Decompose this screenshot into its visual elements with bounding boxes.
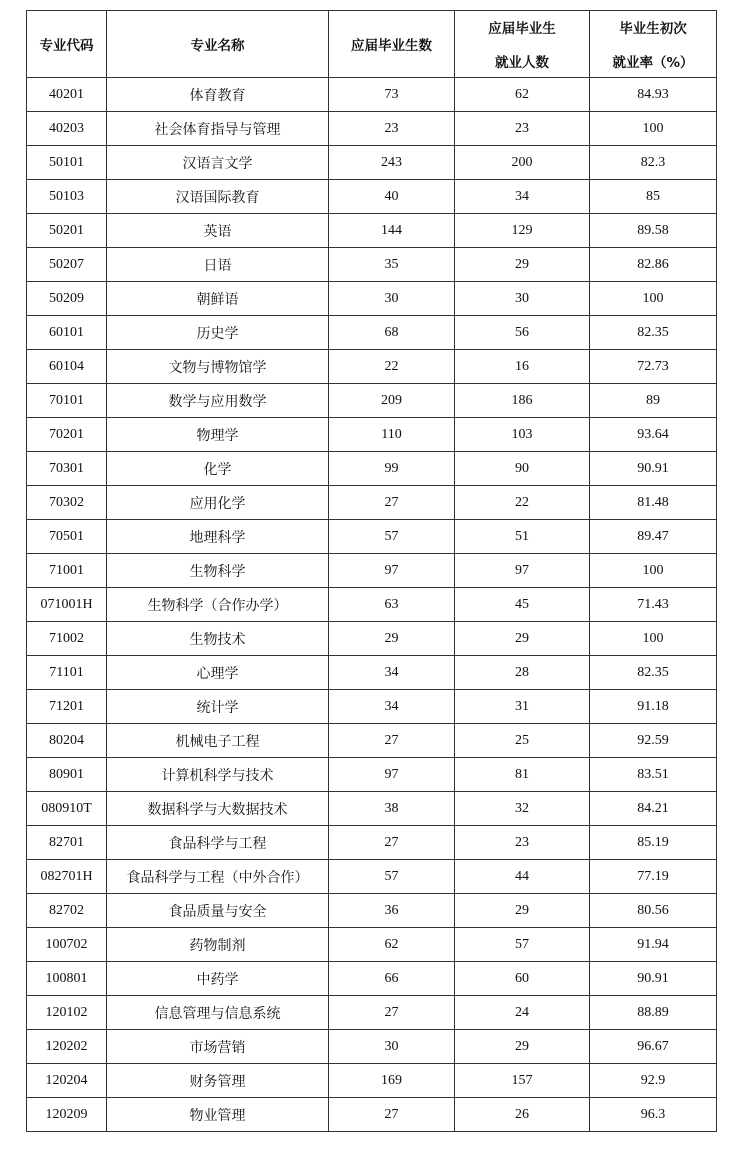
cell-name: 生物科学 <box>107 554 329 588</box>
cell-graduates: 30 <box>329 282 455 316</box>
cell-name: 文物与博物馆学 <box>107 350 329 384</box>
cell-rate: 100 <box>590 622 717 656</box>
cell-employed: 62 <box>455 78 590 112</box>
cell-rate: 96.67 <box>590 1030 717 1064</box>
cell-name: 计算机科学与技术 <box>107 758 329 792</box>
table-row <box>27 248 717 282</box>
cell-code: 071001H <box>27 588 107 622</box>
cell-rate: 81.48 <box>590 486 717 520</box>
cell-graduates: 38 <box>329 792 455 826</box>
cell-code: 70101 <box>27 384 107 418</box>
cell-name: 数学与应用数学 <box>107 384 329 418</box>
cell-employed: 29 <box>455 622 590 656</box>
cell-employed: 81 <box>455 758 590 792</box>
cell-graduates: 97 <box>329 758 455 792</box>
cell-name: 中药学 <box>107 962 329 996</box>
cell-name: 生物技术 <box>107 622 329 656</box>
cell-code: 71101 <box>27 656 107 690</box>
cell-name: 地理科学 <box>107 520 329 554</box>
table-row <box>27 1030 717 1064</box>
table-row <box>27 894 717 928</box>
cell-graduates: 144 <box>329 214 455 248</box>
table-row <box>27 1064 717 1098</box>
cell-rate: 96.3 <box>590 1098 717 1132</box>
header-employed-line1: 应届毕业生 <box>488 21 556 37</box>
cell-name: 日语 <box>107 248 329 282</box>
cell-name: 市场营销 <box>107 1030 329 1064</box>
cell-graduates: 169 <box>329 1064 455 1098</box>
cell-code: 080910T <box>27 792 107 826</box>
cell-code: 40201 <box>27 78 107 112</box>
cell-graduates: 62 <box>329 928 455 962</box>
table-row <box>27 996 717 1030</box>
cell-code: 120204 <box>27 1064 107 1098</box>
table-row <box>27 486 717 520</box>
cell-code: 120102 <box>27 996 107 1030</box>
cell-rate: 91.94 <box>590 928 717 962</box>
cell-rate: 90.91 <box>590 452 717 486</box>
cell-graduates: 209 <box>329 384 455 418</box>
cell-employed: 60 <box>455 962 590 996</box>
cell-name: 英语 <box>107 214 329 248</box>
cell-name: 数据科学与大数据技术 <box>107 792 329 826</box>
cell-graduates: 30 <box>329 1030 455 1064</box>
cell-graduates: 27 <box>329 826 455 860</box>
cell-graduates: 34 <box>329 690 455 724</box>
cell-name: 生物科学（合作办学） <box>107 588 329 622</box>
cell-employed: 90 <box>455 452 590 486</box>
table-row <box>27 520 717 554</box>
header-row <box>27 11 717 78</box>
cell-employed: 29 <box>455 1030 590 1064</box>
cell-employed: 22 <box>455 486 590 520</box>
table-row <box>27 656 717 690</box>
cell-code: 71201 <box>27 690 107 724</box>
cell-code: 120209 <box>27 1098 107 1132</box>
table-row <box>27 78 717 112</box>
header-name: 专业名称 <box>107 11 329 78</box>
cell-code: 50207 <box>27 248 107 282</box>
cell-graduates: 27 <box>329 996 455 1030</box>
table-row <box>27 758 717 792</box>
cell-graduates: 63 <box>329 588 455 622</box>
cell-graduates: 99 <box>329 452 455 486</box>
cell-graduates: 36 <box>329 894 455 928</box>
cell-code: 80204 <box>27 724 107 758</box>
table-row <box>27 350 717 384</box>
table-row <box>27 418 717 452</box>
table-row <box>27 316 717 350</box>
cell-employed: 23 <box>455 826 590 860</box>
cell-rate: 93.64 <box>590 418 717 452</box>
employment-table-container <box>26 10 716 1132</box>
cell-employed: 24 <box>455 996 590 1030</box>
cell-name: 朝鲜语 <box>107 282 329 316</box>
cell-employed: 57 <box>455 928 590 962</box>
cell-name: 食品质量与安全 <box>107 894 329 928</box>
cell-graduates: 35 <box>329 248 455 282</box>
cell-graduates: 66 <box>329 962 455 996</box>
cell-name: 机械电子工程 <box>107 724 329 758</box>
cell-rate: 100 <box>590 112 717 146</box>
table-row <box>27 826 717 860</box>
employment-table <box>26 10 717 1132</box>
cell-name: 食品科学与工程（中外合作） <box>107 860 329 894</box>
cell-code: 50103 <box>27 180 107 214</box>
cell-code: 82701 <box>27 826 107 860</box>
cell-employed: 45 <box>455 588 590 622</box>
cell-employed: 97 <box>455 554 590 588</box>
cell-graduates: 243 <box>329 146 455 180</box>
cell-rate: 82.3 <box>590 146 717 180</box>
cell-rate: 84.21 <box>590 792 717 826</box>
cell-name: 财务管理 <box>107 1064 329 1098</box>
table-body <box>27 78 717 1132</box>
cell-name: 物理学 <box>107 418 329 452</box>
cell-code: 71002 <box>27 622 107 656</box>
cell-employed: 32 <box>455 792 590 826</box>
table-row <box>27 452 717 486</box>
cell-rate: 91.18 <box>590 690 717 724</box>
cell-employed: 51 <box>455 520 590 554</box>
cell-rate: 82.35 <box>590 316 717 350</box>
cell-graduates: 23 <box>329 112 455 146</box>
cell-employed: 157 <box>455 1064 590 1098</box>
cell-graduates: 57 <box>329 520 455 554</box>
table-row <box>27 928 717 962</box>
cell-graduates: 97 <box>329 554 455 588</box>
cell-code: 70301 <box>27 452 107 486</box>
cell-name: 药物制剂 <box>107 928 329 962</box>
table-header <box>27 11 717 78</box>
cell-graduates: 34 <box>329 656 455 690</box>
cell-employed: 200 <box>455 146 590 180</box>
table-row <box>27 214 717 248</box>
cell-name: 历史学 <box>107 316 329 350</box>
cell-name: 统计学 <box>107 690 329 724</box>
cell-employed: 44 <box>455 860 590 894</box>
cell-name: 应用化学 <box>107 486 329 520</box>
header-rate-line1: 毕业生初次 <box>619 21 687 37</box>
cell-rate: 92.9 <box>590 1064 717 1098</box>
cell-rate: 89.47 <box>590 520 717 554</box>
cell-employed: 186 <box>455 384 590 418</box>
cell-employed: 25 <box>455 724 590 758</box>
cell-employed: 16 <box>455 350 590 384</box>
header-rate <box>590 11 717 78</box>
cell-code: 120202 <box>27 1030 107 1064</box>
table-row <box>27 112 717 146</box>
cell-graduates: 40 <box>329 180 455 214</box>
cell-graduates: 27 <box>329 486 455 520</box>
cell-rate: 71.43 <box>590 588 717 622</box>
cell-graduates: 73 <box>329 78 455 112</box>
table-row <box>27 724 717 758</box>
cell-graduates: 110 <box>329 418 455 452</box>
cell-code: 82702 <box>27 894 107 928</box>
cell-rate: 84.93 <box>590 78 717 112</box>
cell-rate: 100 <box>590 282 717 316</box>
cell-graduates: 22 <box>329 350 455 384</box>
header-employed-line2: 就业人数 <box>495 55 549 71</box>
cell-graduates: 57 <box>329 860 455 894</box>
cell-code: 100702 <box>27 928 107 962</box>
cell-rate: 77.19 <box>590 860 717 894</box>
cell-rate: 80.56 <box>590 894 717 928</box>
table-row <box>27 1098 717 1132</box>
cell-rate: 92.59 <box>590 724 717 758</box>
cell-rate: 85 <box>590 180 717 214</box>
cell-rate: 89 <box>590 384 717 418</box>
table-row <box>27 554 717 588</box>
cell-name: 汉语国际教育 <box>107 180 329 214</box>
cell-rate: 72.73 <box>590 350 717 384</box>
cell-employed: 29 <box>455 248 590 282</box>
cell-code: 50209 <box>27 282 107 316</box>
cell-employed: 34 <box>455 180 590 214</box>
cell-employed: 23 <box>455 112 590 146</box>
cell-name: 汉语言文学 <box>107 146 329 180</box>
table-row <box>27 384 717 418</box>
cell-graduates: 27 <box>329 1098 455 1132</box>
cell-graduates: 29 <box>329 622 455 656</box>
cell-name: 化学 <box>107 452 329 486</box>
cell-code: 50201 <box>27 214 107 248</box>
cell-rate: 85.19 <box>590 826 717 860</box>
header-graduates: 应届毕业生数 <box>329 11 455 78</box>
cell-code: 60104 <box>27 350 107 384</box>
cell-code: 71001 <box>27 554 107 588</box>
cell-name: 物业管理 <box>107 1098 329 1132</box>
cell-rate: 100 <box>590 554 717 588</box>
cell-rate: 88.89 <box>590 996 717 1030</box>
cell-employed: 30 <box>455 282 590 316</box>
cell-rate: 82.86 <box>590 248 717 282</box>
cell-rate: 90.91 <box>590 962 717 996</box>
table-row <box>27 622 717 656</box>
cell-code: 40203 <box>27 112 107 146</box>
header-employed <box>455 11 590 78</box>
table-row <box>27 282 717 316</box>
cell-employed: 29 <box>455 894 590 928</box>
header-code: 专业代码 <box>27 11 107 78</box>
table-row <box>27 792 717 826</box>
cell-code: 70201 <box>27 418 107 452</box>
cell-employed: 28 <box>455 656 590 690</box>
cell-employed: 31 <box>455 690 590 724</box>
table-row <box>27 860 717 894</box>
table-row <box>27 146 717 180</box>
cell-employed: 56 <box>455 316 590 350</box>
cell-name: 体育教育 <box>107 78 329 112</box>
cell-code: 082701H <box>27 860 107 894</box>
cell-name: 信息管理与信息系统 <box>107 996 329 1030</box>
cell-employed: 129 <box>455 214 590 248</box>
table-row <box>27 690 717 724</box>
cell-code: 70501 <box>27 520 107 554</box>
header-rate-line2: 就业率（%） <box>612 55 694 71</box>
cell-rate: 83.51 <box>590 758 717 792</box>
cell-name: 社会体育指导与管理 <box>107 112 329 146</box>
cell-code: 60101 <box>27 316 107 350</box>
table-row <box>27 588 717 622</box>
cell-employed: 26 <box>455 1098 590 1132</box>
cell-rate: 89.58 <box>590 214 717 248</box>
cell-graduates: 68 <box>329 316 455 350</box>
table-row <box>27 180 717 214</box>
cell-code: 100801 <box>27 962 107 996</box>
cell-code: 50101 <box>27 146 107 180</box>
cell-employed: 103 <box>455 418 590 452</box>
table-row <box>27 962 717 996</box>
cell-code: 80901 <box>27 758 107 792</box>
cell-name: 食品科学与工程 <box>107 826 329 860</box>
cell-rate: 82.35 <box>590 656 717 690</box>
cell-graduates: 27 <box>329 724 455 758</box>
cell-code: 70302 <box>27 486 107 520</box>
cell-name: 心理学 <box>107 656 329 690</box>
